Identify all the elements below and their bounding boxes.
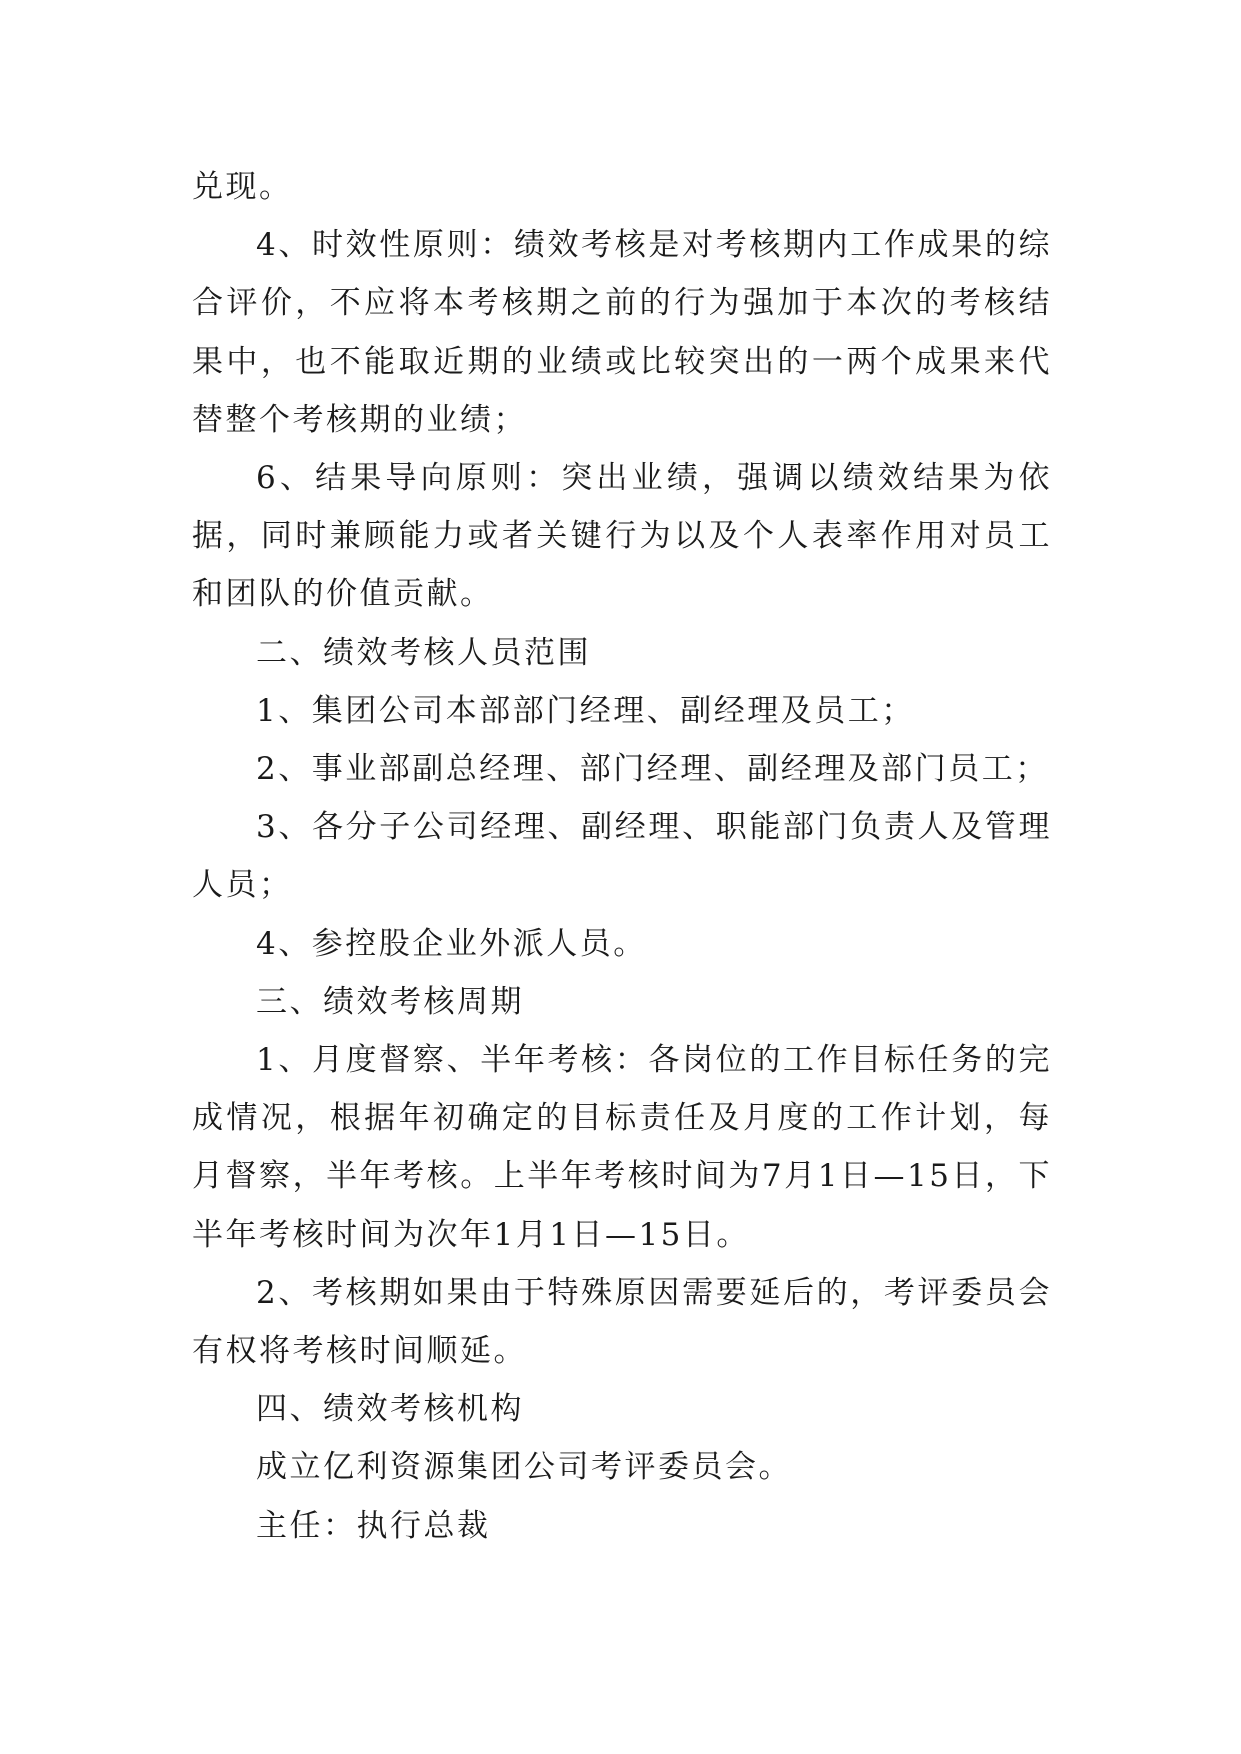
section-heading-organization: 四、绩效考核机构 [256, 1391, 524, 1428]
section-heading-scope: 二、绩效考核人员范围 [256, 634, 591, 671]
list-item-scope-1: 1、集团公司本部部门经理、副经理及员工； [256, 692, 915, 729]
list-item-scope-4: 4、参控股企业外派人员。 [256, 925, 647, 962]
document-body [192, 158, 1052, 1555]
paragraph-committee: 成立亿利资源集团公司考评委员会。 [256, 1449, 792, 1486]
list-item-scope-3: 3、各分子公司经理、副经理、职能部门负责人及管理人员； [192, 809, 1052, 904]
paragraph-principle-timeliness: 4、时效性原则：绩效考核是对考核期内工作成果的综合评价，不应将本考核期之前的行为强加于本次的考核结果中，也不能取近期的业绩或比较突出的一两个成果来代替整个考核期的业绩； [192, 227, 1052, 438]
section-heading-period: 三、绩效考核周期 [256, 983, 524, 1020]
paragraph-director: 主任：执行总裁 [256, 1507, 491, 1544]
list-item-period-1: 1、月度督察、半年考核：各岗位的工作目标任务的完成情况，根据年初确定的目标责任及月度的工作计划，每月督察，半年考核。上半年考核时间为7月1日—15日，下半年考核时间为次年1月1日—15日。 [192, 1042, 1052, 1253]
list-item-period-2: 2、考核期如果由于特殊原因需要延后的，考评委员会有权将考核时间顺延。 [192, 1274, 1052, 1370]
list-item-scope-2: 2、事业部副总经理、部门经理、副经理及部门员工； [256, 751, 1049, 788]
paragraph-continuation: 兑现。 [192, 169, 293, 205]
paragraph-principle-results: 6、结果导向原则：突出业绩，强调以绩效结果为依据，同时兼顾能力或者关键行为以及个人表率作用对员工和团队的价值贡献。 [192, 460, 1052, 613]
